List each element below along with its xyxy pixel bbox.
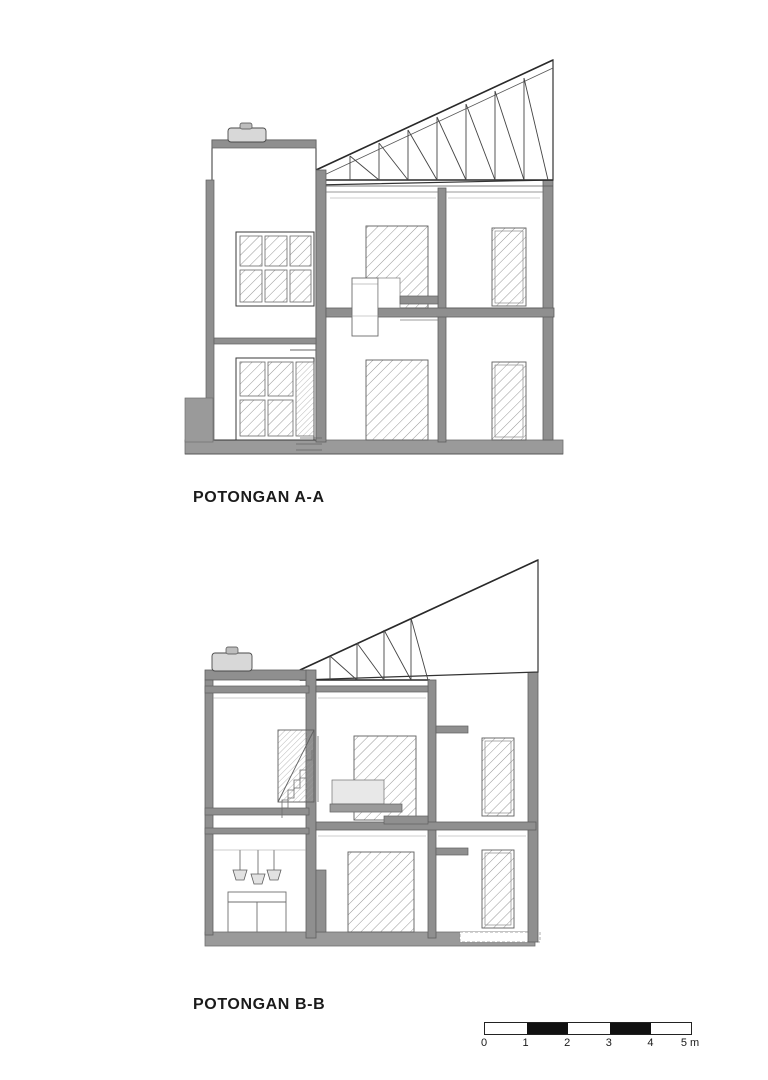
scale-tick-5: 5 m (680, 1037, 700, 1049)
caption-section-bb: POTONGAN B-B (193, 996, 326, 1013)
section-aa-drawing (0, 20, 768, 480)
scale-segment-filled-1 (527, 1023, 569, 1034)
caption-section-aa: POTONGAN A-A (193, 489, 325, 506)
scale-bar (480, 1022, 700, 1053)
scale-tick-3: 3 (605, 1037, 612, 1049)
scale-tick-1: 1 (522, 1037, 529, 1049)
scale-tick-4: 4 (647, 1037, 654, 1049)
scale-segment-filled-2 (610, 1023, 652, 1034)
scale-bar-graphic (484, 1022, 692, 1035)
scale-tick-0: 0 (480, 1037, 488, 1049)
scale-tick-2: 2 (564, 1037, 571, 1049)
scale-bar-ticks (480, 1037, 700, 1053)
section-bb-drawing (0, 540, 768, 960)
